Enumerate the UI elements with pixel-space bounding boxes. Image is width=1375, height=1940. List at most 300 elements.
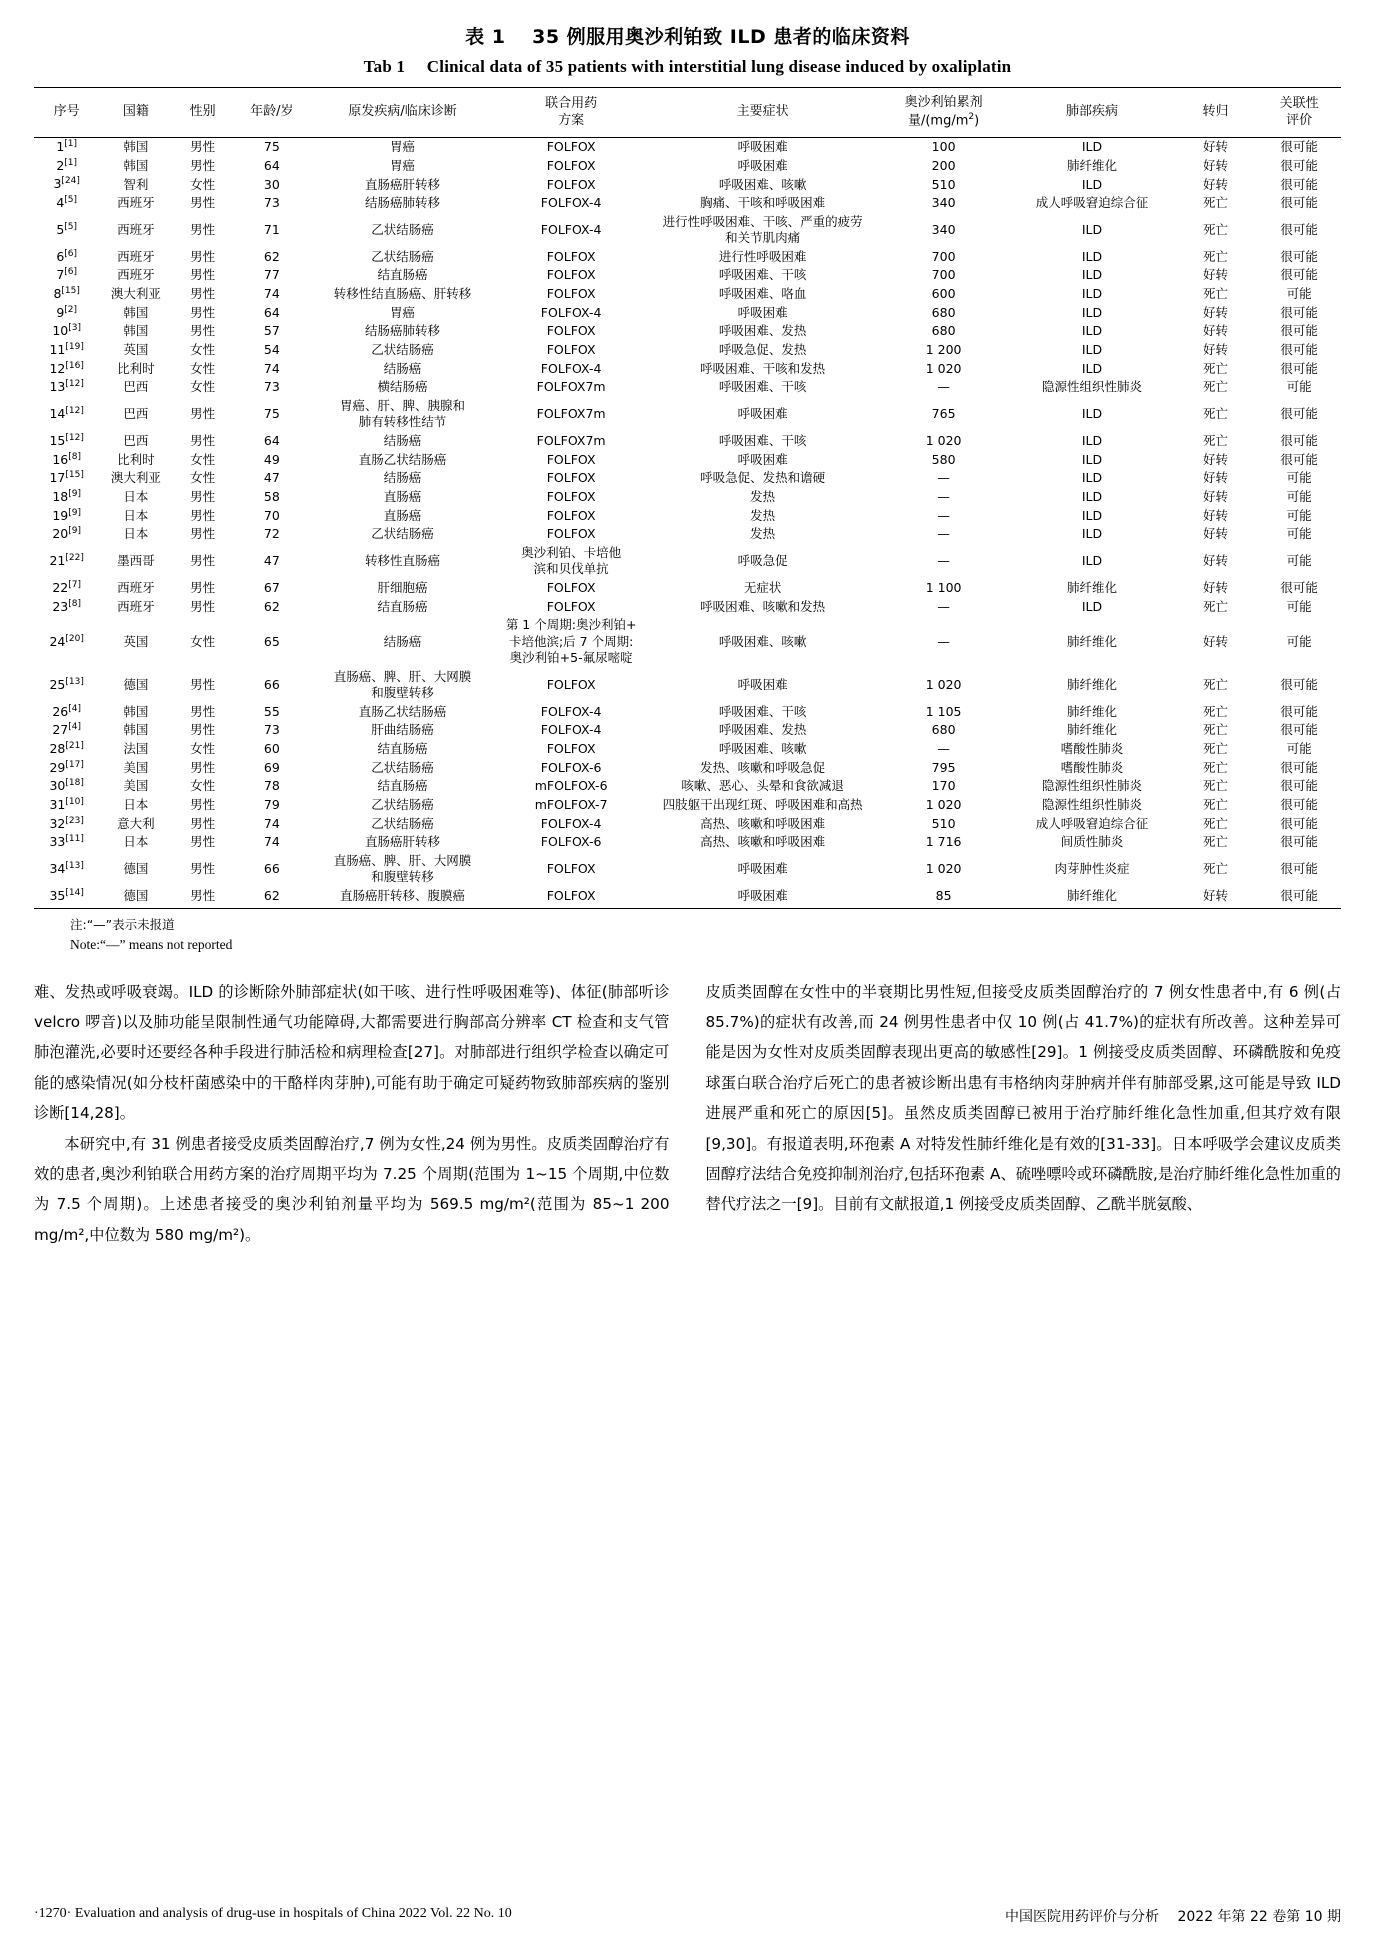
cell-nationality: 韩国 — [123, 323, 149, 339]
cell-disease: 结直肠癌 — [377, 267, 428, 283]
col-header-lung-disease: 肺部疾病 — [1010, 88, 1173, 138]
cell-lung-disease: ILD — [1081, 323, 1103, 339]
cell-disease: 直肠乙状结肠癌 — [358, 451, 447, 467]
cell-disease: 乙状结肠癌 — [371, 797, 434, 813]
cell-relation: 可能 — [1286, 489, 1312, 505]
cell-regimen: FOLFOX-4 — [540, 360, 602, 376]
cell-dose: 340 — [931, 221, 956, 237]
cell-age: 64 — [263, 433, 280, 449]
cell-sex: 女性 — [190, 778, 216, 794]
cell-age: 74 — [263, 286, 280, 302]
cell-dose: 1 200 — [925, 342, 962, 358]
cell-age: 60 — [263, 741, 280, 757]
cell-nationality: 巴西 — [123, 406, 149, 422]
cell-sex: 女性 — [190, 360, 216, 376]
cell-age: 66 — [263, 676, 280, 692]
cell-disease: 结肠癌 — [383, 433, 422, 449]
reference-superscript: [13] — [65, 676, 84, 687]
cell-relation: 可能 — [1286, 526, 1312, 542]
cell-lung-disease: 肉芽肿性炎症 — [1054, 861, 1130, 877]
cell-symptoms: 呼吸困难、咳嗽 — [718, 741, 807, 757]
cell-no: 33[11] — [49, 834, 84, 850]
cell-disease: 胃癌 — [390, 139, 416, 155]
cell-regimen: FOLFOX — [546, 323, 596, 339]
cell-symptoms: 呼吸困难、发热 — [718, 722, 807, 738]
cell-symptoms: 进行性呼吸困难、干咳、严重的疲劳 和关节肌肉痛 — [662, 213, 863, 246]
cell-lung-disease: ILD — [1081, 267, 1103, 283]
cell-relation: 很可能 — [1280, 861, 1318, 877]
cell-sex: 女性 — [190, 342, 216, 358]
cell-lung-disease: ILD — [1081, 304, 1103, 320]
table-row — [34, 213, 1341, 248]
cell-outcome: 死亡 — [1202, 834, 1228, 850]
table-body — [34, 138, 1341, 909]
cell-sex: 男性 — [190, 406, 216, 422]
cell-relation: 可能 — [1286, 741, 1312, 757]
cell-regimen: FOLFOX-4 — [540, 304, 602, 320]
table-title-cn: 表 1 35 例服用奥沙利铂致 ILD 患者的临床资料 — [465, 26, 910, 48]
col-header-age: 年龄/岁 — [233, 88, 311, 138]
cell-lung-disease: ILD — [1081, 526, 1103, 542]
cell-age: 62 — [233, 887, 311, 908]
table-row — [34, 341, 1341, 360]
cell-regimen: FOLFOX — [546, 676, 596, 692]
cell-sex: 男性 — [190, 221, 216, 237]
col-header-sex: 性别 — [173, 88, 233, 138]
cell-no: 32[23] — [49, 815, 84, 831]
cell-disease: 乙状结肠癌 — [371, 248, 434, 264]
cell-relation: 很可能 — [1280, 834, 1318, 850]
cell-relation: 很可能 — [1280, 580, 1318, 595]
cell-sex: 男性 — [190, 157, 216, 173]
table-row — [34, 397, 1341, 432]
cell-symptoms: 发热 — [750, 507, 776, 523]
cell-relation: 很可能 — [1280, 722, 1318, 738]
cell-relation: 很可能 — [1280, 176, 1318, 192]
cell-dose: 1 100 — [925, 580, 962, 595]
cell-outcome: 死亡 — [1202, 759, 1228, 775]
table-row — [34, 469, 1341, 488]
cell-no: 30[18] — [49, 778, 84, 794]
cell-regimen: FOLFOX — [546, 526, 596, 542]
reference-superscript: [1] — [64, 139, 78, 150]
cell-symptoms: 发热、咳嗽和呼吸急促 — [700, 759, 826, 775]
reference-superscript: [12] — [65, 406, 84, 417]
cell-no: 3[24] — [53, 176, 80, 192]
cell-regimen: FOLFOX — [546, 176, 596, 192]
cell-lung-disease: ILD — [1081, 176, 1103, 192]
cell-disease: 结肠癌肺转移 — [365, 323, 441, 339]
table-row — [34, 194, 1341, 213]
dose-unit-text: 量/(mg/m — [907, 113, 969, 129]
cell-sex: 女性 — [190, 176, 216, 192]
cell-age: 64 — [263, 304, 280, 320]
cell-symptoms: 高热、咳嗽和呼吸困难 — [700, 815, 826, 831]
cell-relation: 可能 — [1286, 553, 1312, 569]
paragraph-left-1: 难、发热或呼吸衰竭。ILD 的诊断除外肺部症状(如干咳、进行性呼吸困难等)、体征(肺部听诊 velcro 啰音)以及肺功能呈限制性通气功能障碍,大都需要进行胸部高分辨率 CT 检查和支气管肺泡灌洗,必要时还要经各种手段进行肺活检和病理检查[27]。对肺部进行组织学检查以确定可能的感染情况(如分枝杆菌感染中的干酪样肉芽肿),可能有助于确定可疑药物致肺部疾病的鉴别诊断[14,28]。 — [34, 982, 670, 1123]
table-row — [34, 248, 1341, 267]
cell-relation: 很可能 — [1280, 323, 1318, 339]
cell-nationality: 西班牙 — [117, 195, 155, 211]
cell-no: 2[1] — [56, 157, 78, 173]
cell-sex: 男性 — [190, 139, 216, 155]
reference-superscript: [10] — [65, 797, 84, 808]
cell-disease: 直肠乙状结肠癌 — [358, 703, 447, 719]
cell-relation: 很可能 — [1280, 703, 1318, 719]
cell-symptoms: 呼吸困难、干咳和发热 — [700, 360, 826, 376]
cell-symptoms: 发热 — [750, 489, 776, 505]
cell-lung-disease: ILD — [1081, 342, 1103, 358]
cell-relation: 很可能 — [1280, 195, 1318, 211]
cell-no: 4[5] — [56, 195, 78, 211]
cell-no: 11[19] — [49, 342, 84, 358]
cell-dose: 1 020 — [925, 861, 962, 877]
cell-age: 73 — [263, 379, 280, 395]
col-header-outcome: 转归 — [1174, 88, 1258, 138]
reference-superscript: [4] — [68, 703, 81, 714]
cell-age: 79 — [263, 797, 280, 813]
cell-sex: 男性 — [190, 323, 216, 339]
cell-lung-disease: ILD — [1081, 489, 1103, 505]
col-header-nationality: 国籍 — [99, 88, 172, 138]
table-row — [34, 668, 1341, 703]
cell-disease: 直肠癌肝转移 — [365, 834, 441, 850]
table-note-en: Note:“—” means not reported — [70, 936, 233, 952]
cell-symptoms: 呼吸困难 — [737, 406, 788, 422]
reference-superscript: [16] — [65, 360, 84, 371]
cell-lung-disease: 肺纤维化 — [1066, 703, 1117, 719]
cell-lung-disease: 肺纤维化 — [1010, 887, 1173, 908]
cell-nationality: 巴西 — [123, 433, 149, 449]
table-row — [34, 544, 1341, 579]
table-title-en: Tab 1 Clinical data of 35 patients with interstitial lung disease induced by oxaliplatin — [363, 57, 1012, 76]
cell-dose: 700 — [931, 248, 956, 264]
cell-dose: — — [937, 633, 950, 649]
cell-symptoms: 呼吸困难 — [648, 887, 877, 908]
cell-relation: 可能 — [1286, 286, 1312, 302]
reference-superscript: [19] — [65, 342, 84, 353]
cell-lung-disease: ILD — [1081, 507, 1103, 523]
cell-nationality: 英国 — [123, 633, 149, 649]
cell-age: 71 — [263, 221, 280, 237]
cell-relation: 很可能 — [1280, 451, 1318, 467]
cell-symptoms: 呼吸困难、咯血 — [718, 286, 807, 302]
cell-disease: 直肠癌、脾、肝、大网膜 和腹壁转移 — [333, 668, 472, 701]
cell-relation: 很可能 — [1280, 797, 1318, 813]
cell-outcome: 好转 — [1202, 176, 1228, 192]
cell-dose: 795 — [931, 759, 956, 775]
table-row — [34, 451, 1341, 470]
cell-outcome: 死亡 — [1202, 676, 1228, 692]
cell-nationality: 韩国 — [123, 157, 149, 173]
reference-superscript: [9] — [68, 507, 81, 518]
cell-regimen: FOLFOX7m — [536, 433, 606, 449]
cell-nationality: 德国 — [99, 887, 172, 908]
cell-regimen: FOLFOX — [546, 598, 596, 614]
cell-regimen: FOLFOX — [546, 342, 596, 358]
cell-dose: 1 716 — [925, 834, 962, 850]
cell-lung-disease: 肺纤维化 — [1066, 633, 1117, 649]
cell-disease: 乙状结肠癌 — [371, 526, 434, 542]
cell-relation: 很可能 — [1280, 139, 1318, 155]
cell-sex: 男性 — [190, 286, 216, 302]
cell-disease: 横结肠癌 — [377, 379, 428, 395]
cell-outcome: 好转 — [1202, 489, 1228, 505]
cell-relation: 很可能 — [1280, 221, 1318, 237]
cell-no: 7[6] — [56, 267, 78, 283]
cell-dose: 1 020 — [925, 433, 962, 449]
cell-age: 62 — [263, 598, 280, 614]
cell-disease: 直肠癌 — [383, 489, 422, 505]
cell-nationality: 智利 — [123, 176, 149, 192]
table-row — [34, 887, 1341, 908]
table-row — [34, 285, 1341, 304]
cell-relation: 很可能 — [1280, 759, 1318, 775]
cell-no: 17[15] — [49, 470, 84, 486]
cell-nationality: 西班牙 — [117, 221, 155, 237]
cell-dose: 510 — [931, 176, 956, 192]
reference-superscript: [13] — [65, 861, 84, 872]
cell-disease: 结肠癌 — [383, 633, 422, 649]
cell-symptoms: 呼吸困难、咳嗽和发热 — [700, 598, 826, 614]
cell-symptoms: 高热、咳嗽和呼吸困难 — [700, 834, 826, 850]
cell-outcome: 好转 — [1202, 323, 1228, 339]
cell-outcome: 死亡 — [1202, 221, 1228, 237]
cell-relation: 很可能 — [1280, 433, 1318, 449]
cell-no: 31[10] — [49, 797, 84, 813]
cell-nationality: 巴西 — [123, 379, 149, 395]
cell-sex: 男性 — [190, 722, 216, 738]
col-header-regimen-line2: 方案 — [558, 112, 585, 128]
cell-age: 30 — [263, 176, 280, 192]
cell-no: 9[2] — [56, 304, 78, 320]
cell-sex: 男性 — [173, 887, 233, 908]
cell-symptoms: 咳嗽、恶心、头晕和食欲减退 — [681, 778, 844, 794]
cell-nationality: 德国 — [123, 676, 149, 692]
cell-relation: 可能 — [1286, 633, 1312, 649]
table-row — [34, 360, 1341, 379]
cell-outcome: 好转 — [1202, 267, 1228, 283]
cell-relation: 很可能 — [1257, 887, 1341, 908]
cell-lung-disease: 成人呼吸窘迫综合征 — [1035, 815, 1149, 831]
cell-outcome: 好转 — [1202, 633, 1228, 649]
col-header-dose-line2 — [879, 112, 1008, 130]
cell-dose: 1 105 — [925, 703, 962, 719]
cell-nationality: 美国 — [123, 778, 149, 794]
cell-regimen: FOLFOX — [546, 580, 596, 595]
cell-age: 57 — [263, 323, 280, 339]
cell-sex: 女性 — [190, 633, 216, 649]
cell-disease: 直肠癌肝转移 — [365, 176, 441, 192]
cell-nationality: 日本 — [123, 797, 149, 813]
cell-disease: 直肠癌 — [383, 507, 422, 523]
table-row — [34, 157, 1341, 176]
cell-dose: — — [937, 507, 950, 523]
cell-no: 24[20] — [49, 633, 84, 649]
cell-outcome: 死亡 — [1202, 778, 1228, 794]
cell-no: 16[8] — [52, 451, 81, 467]
cell-dose: 680 — [931, 722, 956, 738]
reference-superscript: [5] — [64, 221, 78, 232]
cell-dose: 1 020 — [925, 797, 962, 813]
cell-relation: 可能 — [1286, 507, 1312, 523]
cell-symptoms: 无症状 — [743, 580, 782, 595]
table-row — [34, 796, 1341, 815]
cell-symptoms: 发热 — [750, 526, 776, 542]
cell-symptoms: 呼吸困难、干咳 — [718, 267, 807, 283]
cell-no: 28[21] — [49, 741, 84, 757]
body-column-left — [34, 977, 670, 1251]
cell-regimen: FOLFOX7m — [536, 406, 606, 422]
cell-sex: 男性 — [190, 861, 216, 877]
cell-dose: 1 020 — [925, 676, 962, 692]
cell-dose: 170 — [931, 778, 956, 794]
reference-superscript: [1] — [64, 157, 78, 168]
cell-outcome: 好转 — [1202, 553, 1228, 569]
cell-disease: 结肠癌 — [383, 470, 422, 486]
reference-superscript: [6] — [64, 248, 78, 259]
cell-disease: 直肠癌肝转移、腹膜癌 — [311, 887, 494, 908]
cell-no: 8[15] — [53, 286, 80, 302]
cell-age: 49 — [263, 451, 280, 467]
cell-symptoms: 呼吸困难、干咳 — [718, 433, 807, 449]
cell-lung-disease: ILD — [1081, 139, 1103, 155]
cell-outcome: 死亡 — [1202, 722, 1228, 738]
cell-nationality: 日本 — [123, 834, 149, 850]
cell-relation: 可能 — [1286, 379, 1312, 395]
cell-lung-disease: 间质性肺炎 — [1060, 834, 1124, 850]
cell-regimen: FOLFOX-6 — [540, 759, 602, 775]
table-row — [34, 579, 1341, 598]
table-row — [34, 507, 1341, 526]
footer-left: ·1270· Evaluation and analysis of drug-use in hospitals of China 2022 Vol. 22 No. 10 — [34, 1906, 512, 1921]
cell-nationality: 日本 — [123, 526, 149, 542]
col-header-regimen — [494, 88, 648, 138]
cell-outcome: 死亡 — [1202, 195, 1228, 211]
cell-disease: 胃癌 — [390, 157, 416, 173]
cell-nationality: 德国 — [123, 861, 149, 877]
cell-symptoms: 进行性呼吸困难 — [718, 248, 807, 264]
cell-disease: 结直肠癌 — [377, 741, 428, 757]
cell-lung-disease: ILD — [1081, 470, 1103, 486]
cell-sex: 男性 — [190, 676, 216, 692]
cell-sex: 男性 — [190, 526, 216, 542]
cell-outcome: 死亡 — [1202, 248, 1228, 264]
cell-age: 58 — [263, 489, 280, 505]
cell-regimen: FOLFOX-4 — [540, 195, 602, 211]
reference-superscript: [14] — [65, 887, 84, 898]
reference-superscript: [7] — [68, 579, 81, 590]
reference-superscript: [6] — [64, 267, 78, 278]
cell-age: 67 — [263, 580, 280, 595]
cell-nationality: 澳大利亚 — [110, 470, 161, 486]
cell-age: 78 — [263, 778, 280, 794]
cell-no: 25[13] — [49, 676, 84, 693]
reference-superscript: [4] — [68, 722, 81, 733]
cell-dose: 100 — [931, 139, 956, 155]
cell-nationality: 韩国 — [123, 304, 149, 320]
cell-regimen: 奥沙利铂、卡培他 滨和贝伐单抗 — [521, 544, 622, 577]
cell-disease: 肝曲结肠癌 — [371, 722, 434, 738]
cell-disease: 乙状结肠癌 — [371, 759, 434, 775]
cell-dose: — — [937, 741, 950, 757]
cell-no: 12[16] — [49, 360, 84, 376]
cell-sex: 男性 — [190, 797, 216, 813]
cell-dose: — — [937, 489, 950, 505]
col-header-relation — [1257, 88, 1341, 138]
cell-symptoms: 呼吸困难、发热 — [718, 323, 807, 339]
cell-symptoms: 呼吸急促 — [737, 553, 788, 569]
cell-no: 20[9] — [52, 526, 81, 542]
table-row — [34, 721, 1341, 740]
reference-superscript: [21] — [65, 741, 84, 752]
cell-sex: 女性 — [190, 470, 216, 486]
cell-sex: 男性 — [190, 553, 216, 569]
cell-nationality: 法国 — [123, 741, 149, 757]
reference-superscript: [15] — [65, 470, 84, 481]
cell-lung-disease: 肺纤维化 — [1066, 676, 1117, 692]
cell-disease: 转移性直肠癌 — [365, 553, 441, 569]
cell-nationality: 韩国 — [123, 722, 149, 738]
cell-nationality: 日本 — [123, 507, 149, 523]
table-row — [34, 322, 1341, 341]
cell-symptoms: 呼吸困难 — [737, 157, 788, 173]
cell-regimen: FOLFOX — [546, 248, 596, 264]
cell-nationality: 英国 — [123, 342, 149, 358]
cell-age: 77 — [263, 267, 280, 283]
col-header-symptoms: 主要症状 — [648, 88, 877, 138]
cell-lung-disease: 隐源性组织性肺炎 — [1041, 778, 1142, 794]
cell-outcome: 好转 — [1174, 887, 1258, 908]
cell-regimen: mFOLFOX-7 — [534, 797, 608, 813]
reference-superscript: [12] — [65, 379, 84, 390]
cell-symptoms: 呼吸困难 — [737, 676, 788, 692]
reference-superscript: [24] — [61, 176, 80, 187]
cell-outcome: 好转 — [1202, 470, 1228, 486]
reference-superscript: [9] — [68, 526, 81, 537]
cell-sex: 男性 — [190, 433, 216, 449]
cell-no: 10[3] — [52, 323, 81, 339]
cell-sex: 男性 — [190, 580, 216, 595]
cell-sex: 女性 — [190, 741, 216, 757]
cell-disease: 直肠癌、脾、肝、大网膜 和腹壁转移 — [333, 852, 472, 885]
cell-regimen: FOLFOX7m — [536, 379, 606, 395]
cell-dose: — — [937, 379, 950, 395]
body-column-right — [706, 977, 1342, 1251]
cell-outcome: 死亡 — [1202, 286, 1228, 302]
cell-disease: 乙状结肠癌 — [371, 342, 434, 358]
cell-symptoms: 呼吸困难 — [737, 451, 788, 467]
cell-lung-disease: 隐源性组织性肺炎 — [1041, 379, 1142, 395]
cell-dose: 680 — [931, 323, 956, 339]
cell-outcome: 死亡 — [1202, 379, 1228, 395]
cell-sex: 女性 — [190, 451, 216, 467]
cell-sex: 男性 — [190, 195, 216, 211]
cell-regimen: FOLFOX-4 — [540, 703, 602, 719]
cell-symptoms: 呼吸困难、咳嗽 — [718, 633, 807, 649]
cell-nationality: 韩国 — [123, 703, 149, 719]
cell-lung-disease: ILD — [1081, 221, 1103, 237]
cell-lung-disease: 肺纤维化 — [1066, 580, 1117, 595]
table-row — [34, 740, 1341, 759]
cell-regimen: FOLFOX — [494, 887, 648, 908]
table-row — [34, 616, 1341, 668]
cell-outcome: 死亡 — [1202, 815, 1228, 831]
cell-sex: 男性 — [190, 489, 216, 505]
cell-sex: 男性 — [190, 507, 216, 523]
cell-disease: 胃癌 — [390, 304, 416, 320]
cell-no: 14[12] — [49, 406, 84, 422]
